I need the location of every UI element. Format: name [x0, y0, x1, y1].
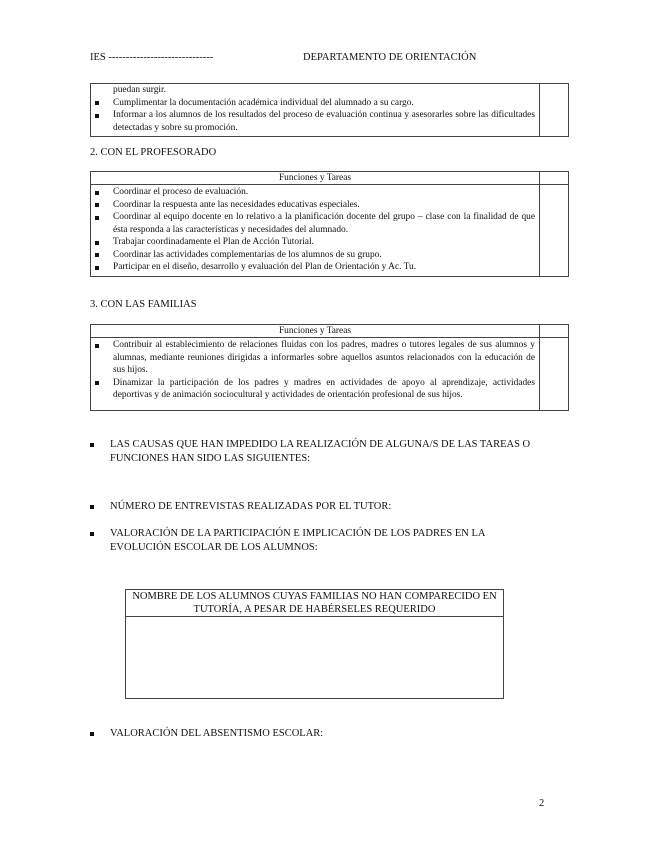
valoracion-padres-question	[90, 527, 540, 555]
list-item: Trabajar coordinadamente el Plan de Acción Tutorial.	[113, 236, 535, 249]
nombre-alumnos-header: NOMBRE DE LOS ALUMNOS CUYAS FAMILIAS NO HAN COMPARECIDO EN TUTORÍA, A PESAR DE HABÉRSELES REQUERIDO	[126, 590, 503, 617]
list-item: Dinamizar la participación de los padres y madres en actividades de apoyo al aprendizaje, actividades deportivas y de animación sociocultural y actividades de orientación profesional de sus hijos.	[113, 377, 535, 400]
list-item: Informar a los alumnos de los resultados del proceso de evaluación continua y asesorarles sobre las dificultades detectadas y sobre su promoción.	[113, 110, 535, 133]
section-profesorado-title: 2. CON EL PROFESORADO	[90, 147, 217, 158]
familias-tasks-table	[90, 324, 569, 411]
list-item: Cumplimentar la documentación académica individual del alumnado a su cargo.	[113, 97, 535, 110]
page-number: 2	[539, 798, 545, 809]
list-item: Coordinar al equipo docente en lo relativo a la planificación docente del grupo – clase con la finalidad de que ésta responda a las características y necesidades del alumnado.	[113, 212, 535, 235]
table-header: Funciones y Tareas	[91, 325, 540, 338]
header-ies: IES ------------------------------	[90, 52, 214, 63]
check-header-cell	[540, 325, 569, 338]
check-cell[interactable]	[540, 338, 569, 411]
profesorado-tasks-cell	[91, 185, 540, 277]
list-item: Contribuir al establecimiento de relaciones fluidas con los padres, madres o tutores legales de sus alumnos y alumnas, mediante reuniones dirigidas a informarles sobre aquellos asuntos relacionados con la educación de sus hijos.	[113, 340, 535, 375]
nombre-alumnos-table	[125, 589, 504, 699]
list-item: Coordinar las actividades complementarias de los alumnos de su grupo.	[113, 249, 535, 262]
bullet-icon	[90, 505, 94, 509]
nombre-alumnos-entry-area[interactable]	[126, 617, 503, 697]
causas-question	[90, 438, 540, 466]
absentismo-text: VALORACIÓN DEL ABSENTISMO ESCOLAR:	[110, 728, 324, 739]
list-item: Participar en el diseño, desarrollo y evaluación del Plan de Orientación y Ac. Tu.	[113, 261, 535, 274]
header-department: DEPARTAMENTO DE ORIENTACIÓN	[303, 52, 477, 63]
alumnado-tasks-cell	[91, 84, 540, 137]
profesorado-tasks-table	[90, 171, 569, 277]
causas-text: LAS CAUSAS QUE HAN IMPEDIDO LA REALIZACIÓN DE ALGUNA/S DE LAS TAREAS O FUNCIONES HAN SIDO LAS SIGUIENTES:	[110, 439, 531, 464]
entrevistas-question	[90, 500, 540, 514]
bullet-icon	[90, 732, 94, 736]
list-item: Coordinar el proceso de evaluación.	[113, 186, 535, 199]
list-item: puedan surgir.	[113, 85, 166, 95]
alumnado-tasks-table	[90, 83, 569, 137]
check-cell[interactable]	[540, 185, 569, 277]
absentismo-question	[90, 727, 540, 741]
section-familias-title: 3. CON LAS FAMILIAS	[90, 299, 197, 310]
valoracion-padres-text: VALORACIÓN DE LA PARTICIPACIÓN E IMPLICACIÓN DE LOS PADRES EN LA EVOLUCIÓN ESCOLAR DE LOS ALUMNOS:	[110, 528, 485, 553]
list-item: Coordinar la respuesta ante las necesidades educativas especiales.	[113, 199, 535, 212]
check-header-cell	[540, 172, 569, 185]
table-header: Funciones y Tareas	[91, 172, 540, 185]
familias-tasks-cell	[91, 338, 540, 411]
bullet-icon	[90, 532, 94, 536]
bullet-icon	[90, 443, 94, 447]
entrevistas-text: NÚMERO DE ENTREVISTAS REALIZADAS POR EL TUTOR:	[110, 501, 392, 512]
check-cell[interactable]	[540, 84, 569, 137]
